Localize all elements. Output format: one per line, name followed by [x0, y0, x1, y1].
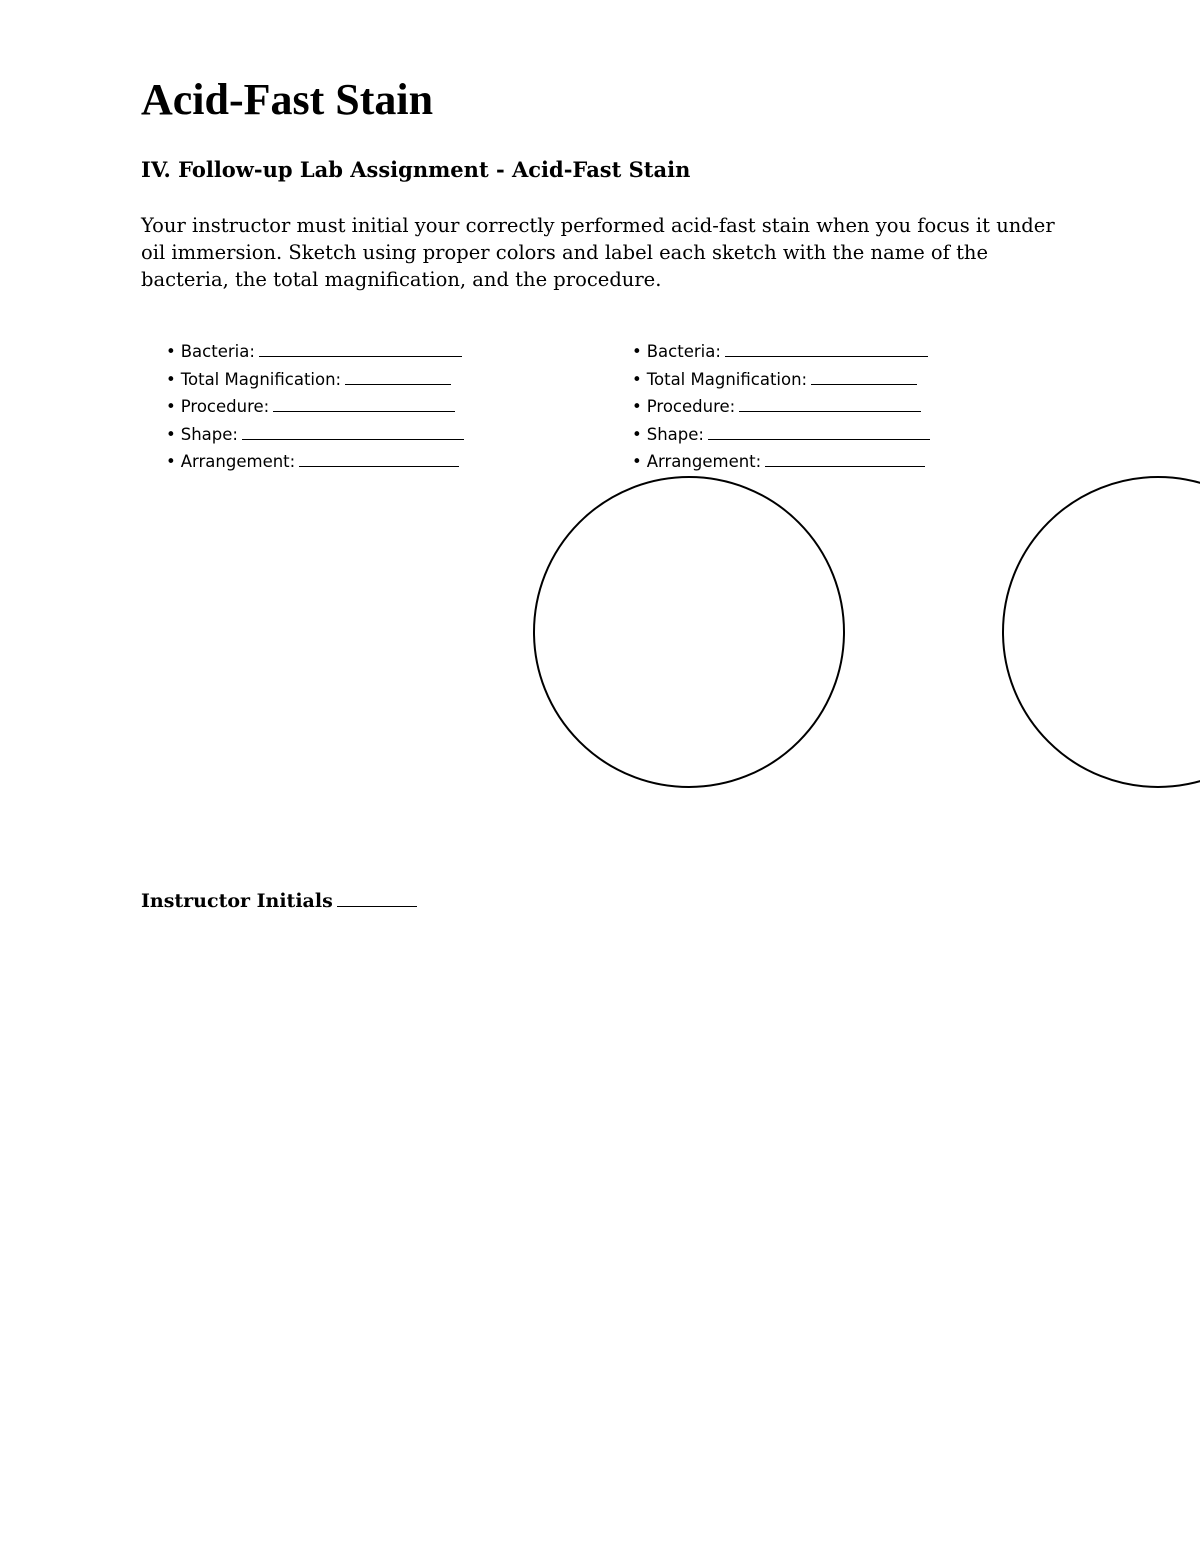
bullet-icon: • [166, 424, 176, 444]
arrangement-blank[interactable] [765, 448, 925, 467]
field-label: Arrangement: [646, 452, 762, 471]
field-total-magnification [166, 366, 464, 394]
field-label: Procedure: [180, 397, 270, 416]
page-title: Acid-Fast Stain [141, 75, 434, 124]
field-label: Bacteria: [646, 342, 721, 361]
bullet-icon: • [166, 342, 176, 361]
field-arrangement [632, 448, 930, 476]
field-label: Shape: [646, 424, 704, 444]
field-arrangement [166, 448, 464, 476]
total-magnification-blank[interactable] [345, 366, 451, 385]
right-sketch-fields [632, 338, 930, 476]
instructor-initials-blank[interactable] [337, 886, 417, 907]
bullet-icon: • [632, 342, 642, 361]
bullet-icon: • [166, 369, 176, 389]
field-bacteria [166, 338, 464, 366]
field-shape [166, 421, 464, 449]
left-sketch-fields [166, 338, 464, 476]
bullet-icon: • [632, 452, 642, 471]
sketch-circle-right[interactable] [1002, 476, 1200, 788]
bullet-icon: • [632, 424, 642, 444]
field-label: Arrangement: [180, 452, 296, 471]
field-label: Procedure: [646, 397, 736, 416]
section-heading: IV. Follow-up Lab Assignment - Acid-Fast Stain [141, 157, 691, 182]
instructor-initials-label: Instructor Initials [141, 890, 333, 912]
bacteria-blank[interactable] [259, 338, 462, 357]
bullet-icon: • [632, 397, 642, 416]
bullet-icon: • [166, 397, 176, 416]
field-procedure [632, 393, 930, 421]
total-magnification-blank[interactable] [811, 366, 917, 385]
field-label: Bacteria: [180, 342, 255, 361]
field-shape [632, 421, 930, 449]
shape-blank[interactable] [708, 421, 930, 440]
bullet-icon: • [166, 452, 176, 471]
procedure-blank[interactable] [739, 393, 921, 412]
procedure-blank[interactable] [273, 393, 455, 412]
bacteria-blank[interactable] [725, 338, 928, 357]
arrangement-blank[interactable] [299, 448, 459, 467]
field-label: Total Magnification: [180, 369, 342, 389]
sketch-circle-left[interactable] [533, 476, 845, 788]
field-procedure [166, 393, 464, 421]
field-label: Total Magnification: [646, 369, 808, 389]
shape-blank[interactable] [242, 421, 464, 440]
field-total-magnification [632, 366, 930, 394]
instructions-paragraph: Your instructor must initial your correctly performed acid-fast stain when you focus it under oil immersion. Sketch using proper colors and label each sketch with the name of the bacteria, the total magnification, and the procedure. [141, 214, 1055, 291]
field-label: Shape: [180, 424, 238, 444]
field-bacteria [632, 338, 930, 366]
instructor-initials [141, 886, 417, 916]
bullet-icon: • [632, 369, 642, 389]
